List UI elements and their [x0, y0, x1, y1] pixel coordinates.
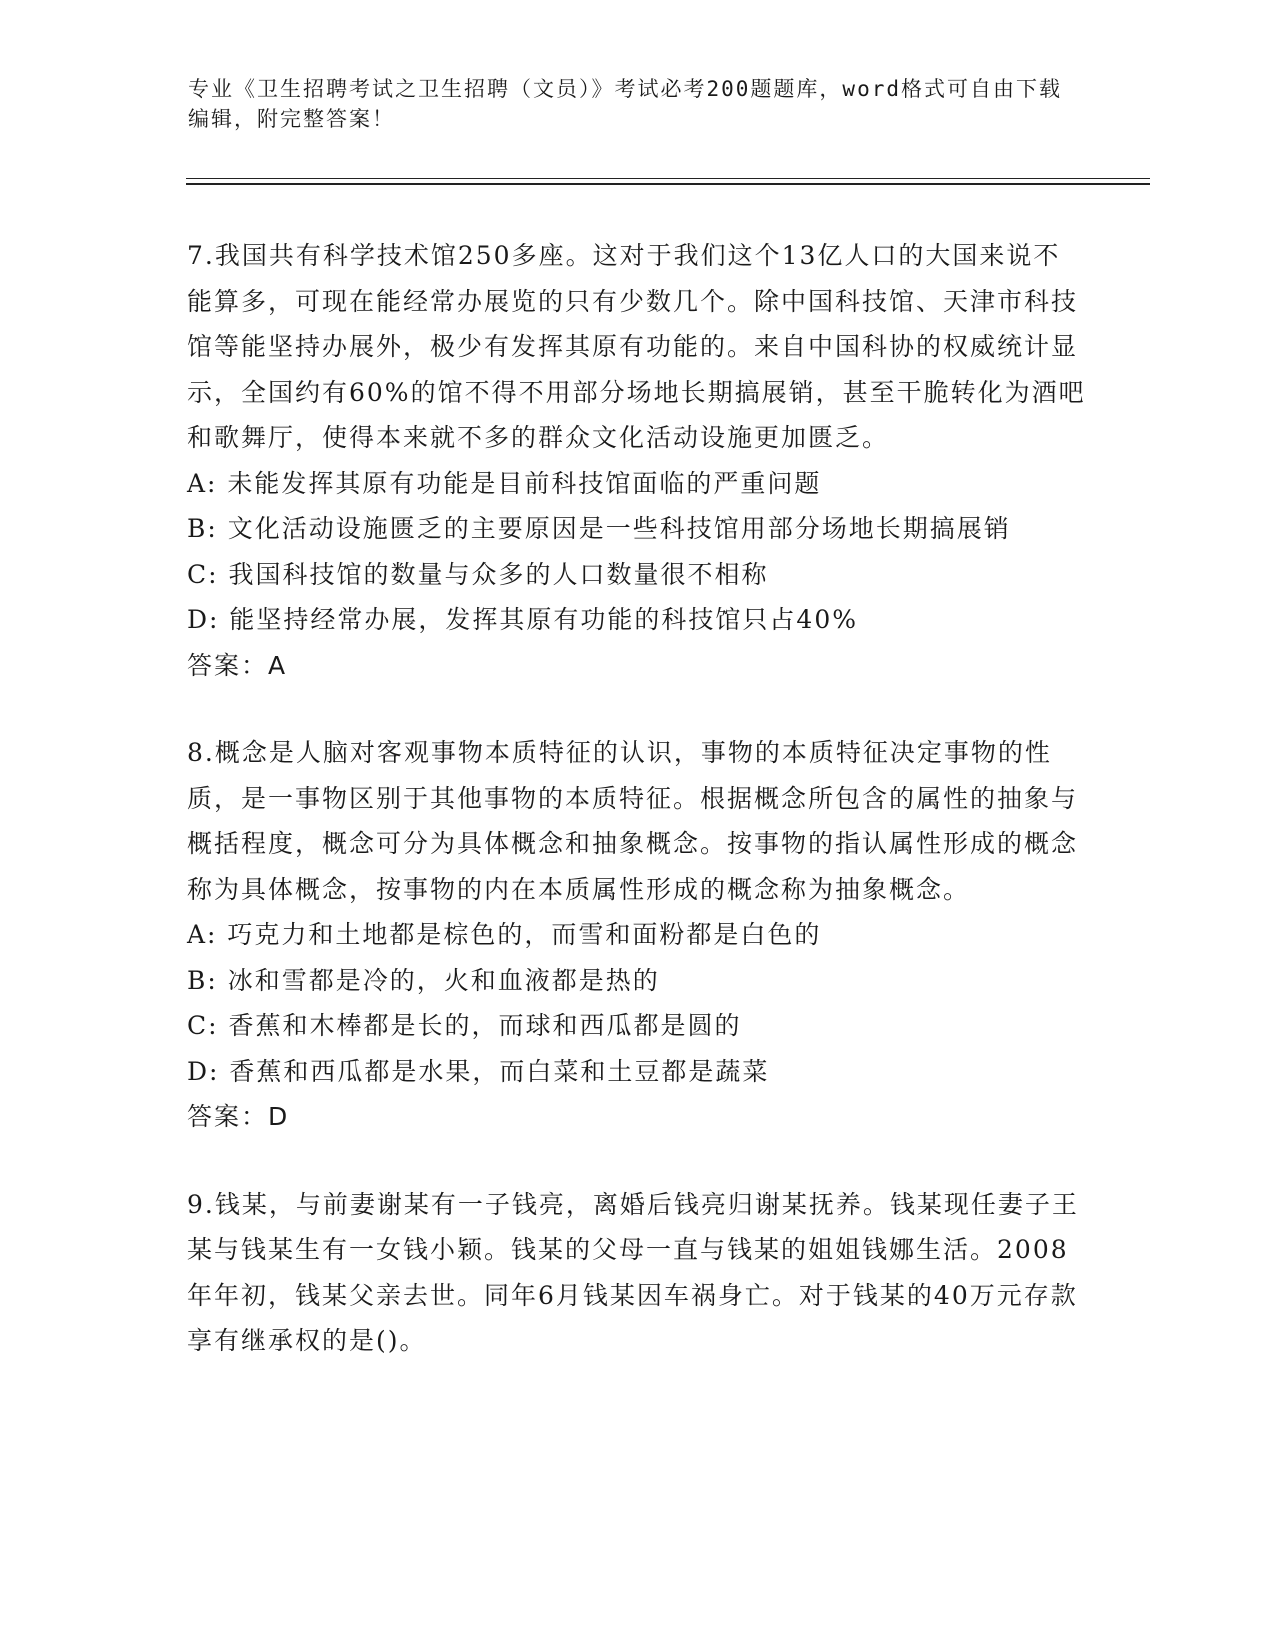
document-header: 专业《卫生招聘考试之卫生招聘（文员）》考试必考200题题库，word格式可自由下载编辑，附完整答案！	[188, 77, 1062, 131]
question-list	[187, 233, 1087, 1406]
question-stem: 8.概念是人脑对客观事物本质特征的认识，事物的本质特征决定事物的性质，是一事物区别于其他事物的本质特征。根据概念所包含的属性的抽象与概括程度，概念可分为具体概念和抽象概念。按事物的指认属性形成的概念称为具体概念，按事物的内在本质属性形成的概念称为抽象概念。	[187, 738, 1079, 904]
option-d: D: 香蕉和西瓜都是水果，而白菜和土豆都是蔬菜	[187, 1056, 770, 1086]
question-9	[187, 1182, 1087, 1364]
answer: 答案：D	[187, 1102, 290, 1131]
option-b: B: 文化活动设施匮乏的主要原因是一些科技馆用部分场地长期搞展销	[187, 514, 1011, 543]
option-a: A: 未能发挥其原有功能是目前科技馆面临的严重问题	[187, 468, 822, 498]
option-a: A: 巧克力和土地都是棕色的，而雪和面粉都是白色的	[187, 920, 822, 949]
question-stem: 7.我国共有科学技术馆250多座。这对于我们这个13亿人口的大国来说不能算多，可现在能经常办展览的只有少数几个。除中国科技馆、天津市科技馆等能坚持办展外，极少有发挥其原有功能的。来自中国科协的权威统计显示，全国约有60%的馆不得不用部分场地长期搞展销，甚至干脆转化为酒吧和歌舞厅，使得本来就不多的群众文化活动设施更加匮乏。	[187, 241, 1086, 452]
header-rule-thin	[186, 178, 1150, 179]
question-stem: 9.钱某，与前妻谢某有一子钱亮，离婚后钱亮归谢某抚养。钱某现任妻子王某与钱某生有一女钱小颖。钱某的父母一直与钱某的姐姐钱娜生活。2008年年初，钱某父亲去世。同年6月钱某因车祸身亡。对于钱某的40万元存款享有继承权的是()。	[187, 1189, 1079, 1355]
option-c: C: 香蕉和木棒都是长的，而球和西瓜都是圆的	[187, 1011, 742, 1040]
option-b: B: 冰和雪都是冷的，火和血液都是热的	[187, 965, 660, 995]
question-8	[187, 730, 1087, 1140]
question-7	[187, 233, 1087, 688]
option-c: C: 我国科技馆的数量与众多的人口数量很不相称	[187, 559, 769, 589]
header-rule-thick	[186, 183, 1150, 185]
answer: 答案：A	[187, 650, 288, 680]
option-d: D: 能坚持经常办展，发挥其原有功能的科技馆只占40%	[187, 605, 858, 634]
